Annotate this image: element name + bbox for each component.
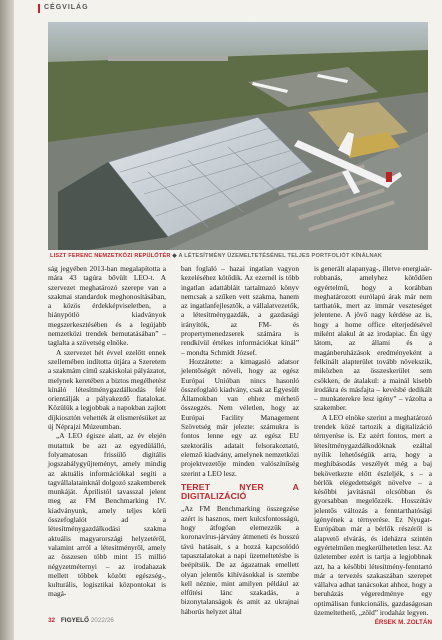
article-subheading: TERET NYER A DIGITALIZÁCIÓ xyxy=(181,481,299,502)
article-column-3 xyxy=(314,264,432,628)
issue-number: 2022/26 xyxy=(90,617,114,624)
article-column-2 xyxy=(181,264,299,616)
paragraph: is generált alapanyag-, illetve energiaár-robbanás, amelyhez kötődően egyértelmű, hogy a korábban meghatározott eurólapú árak már nem tarthatók, mert az immár veszteséget jelentene. A jövő nagy kérdése az is, hogy a home office elterjedésével miként alakul át az irodapiac. Én úgy látom, az állami és a magánberuházások eredményeként a felkínált alapterület tovább növekszik, miközben az összeskerület sem csökken, de átalakul: a mainál kisebb irodákra és másfajta – kevésbé dedikált – munkaterekre lesz igény” – vázolta a szakember. xyxy=(314,264,432,413)
caption-separator-icon: ◆ xyxy=(172,253,179,259)
page-spine-shadow xyxy=(0,0,14,640)
article-column-1 xyxy=(48,264,166,599)
paragraph: A LEO elnöke szerint a meghatározó trendek közé tartozik a digitalizáció térnyerése is. Ez azért fontos, mert a létesítménygazdálkodóknak ezáltal nyílik lehetőségük arra, hogy a meghibásodás veszélyét még a baj bekövetkezte előtt észleljék, s – a bérlők elégedettségét növelve – a későbbi javításnál olcsóbban és gyorsabban megelőzzék. Hosszútáv jelentős változás a fenntarthatósági igényének a térnyerése. Ez Nyugat-Európában már a bérlők részéről is alapvető elvárás, és ideházra szintén egyértelműen megkerülhetetlen lesz. Az üzletember ezért is tartja a legjobbnak azt, ha a későbbi létesítmény-fenntartó már a tervezés szakaszában szerepet vállalva adhat tanácsokat ahhoz, hogy a beruházás végeredménye egy optimálisan funkcionális, gazdaságosan üzemeltethető, „zöld” irodaház legyen. xyxy=(314,412,432,617)
paragraph: „A LEO égisze alatt, az év elején mutattuk be azt az egyedülálló, folyamatosan frissülő digitális jogszabálygyűjteményt, amely mindig az aktuális információkkal segíti a tagvállalatainknál dolgozó szakemberek munkáját. Áprilistól tavasszal jelent meg az FM Benchmarking IV. kiadványunk, amely teljes körű összefoglalót ad a létesítménygazdálkodási szakma aktuális magyarországi helyzetéről, valamint arról a létesítményről, amely az összesen több mint 15 millió négyzetméternyi – az irodahazak mellett többek között egészség-, kulturális, logisztikai központokat is magá- xyxy=(48,431,166,599)
article-author: ÉRSEK M. ZOLTÁN xyxy=(374,619,432,627)
magazine-page xyxy=(14,0,442,640)
magazine-name: FIGYELŐ xyxy=(60,617,89,624)
caption-text: A LÉTESÍTMÉNY ÜZEMELTETÉSÉNEL TELJES PORTFOLIÓT KÍNÁLNAK xyxy=(178,253,383,259)
caption-location: LISZT FERENC NEMZETKÖZI REPÜLŐTÉR xyxy=(50,253,171,259)
paragraph: ság jegyében 2013-ban megalapította a mára 43 tagúra bővült LEO-t. A szervezet meghatározó szerepe van a szakmai standardok meghonosításában, a közös érdekképviseletben, a hiánypótló kiadványok megszerkesztésében és a legújabb nemzetközi trendek bemutatásában” – taglalta a szövetség elnöke. xyxy=(48,264,166,348)
airport-aerial-photo xyxy=(48,22,428,250)
section-marker xyxy=(38,4,40,13)
paragraph: ban foglaló – hazai ingatlan vagyon kezeléséhez kötődik. Az ezernél is több ingatlan adattábláit tartalmazó könyv nemcsak a szűken vett szakma, hanem az ingatlanfejlesztők, a vállalatvezetők, a létesítménygazdák, a gazdasági irányítók, az FM- és propertymenedzserek számára is rendkívül értékes információkat kínál” – mondta Schmidt József. xyxy=(181,264,299,357)
photo-caption xyxy=(50,253,430,259)
page-footer xyxy=(48,617,114,624)
page-number: 32 xyxy=(48,617,56,624)
paragraph: Hozzátette: a kimagasló adatsor jelentőségét növeli, hogy az egész Európai Unióban nincs hasonló összefoglaló kiadvány, csak az Egyesült Államokban van ehhez mérhető összegzés. Nem véletlen, hogy az Európai Facility Management Szövetség már jelezte: számukra is fontos lenne egy az egész EU szektorális adatait felsorakoztató, elemző kiadvány, amelynek nemzetközi projektvezetője minden valószínűség szerint a LEO lesz. xyxy=(181,356,299,478)
paragraph: „Az FM Benchmarking összegzése azért is hasznos, mert kulcsfontosságú, hogy átfogóan elemezzük a koronavírus-járvány átmeneti és hosszú távú hatásait, s a hozzá kapcsolódó tapasztalatokat a napi üzemeltetésbe is beépítsük. De az ágazatnak emellett olyan jelentős kihívásokkal is szembe kell néznie, mint amilyen például az elfűtési lánc szakadás, a bizonytalanságok és amit az ukrajnai háborús helyzet által xyxy=(181,504,299,616)
section-label: CÉGVILÁG xyxy=(44,4,89,11)
paragraph: A szervezet hét évvel ezelőtt ennek szellemében indította útjára a Szeretem a szakmám című szakiskolai pályázatot, melynek keretében a biztos megélhetést kínáló létesítménygazdálkodás felé orientálják a pályakezdő fiatalokat. Közülük a legjobbak a napokban zajlott díjkiosztón vehették át elismerésüket az új Néprajzi Múzeumban. xyxy=(48,347,166,432)
